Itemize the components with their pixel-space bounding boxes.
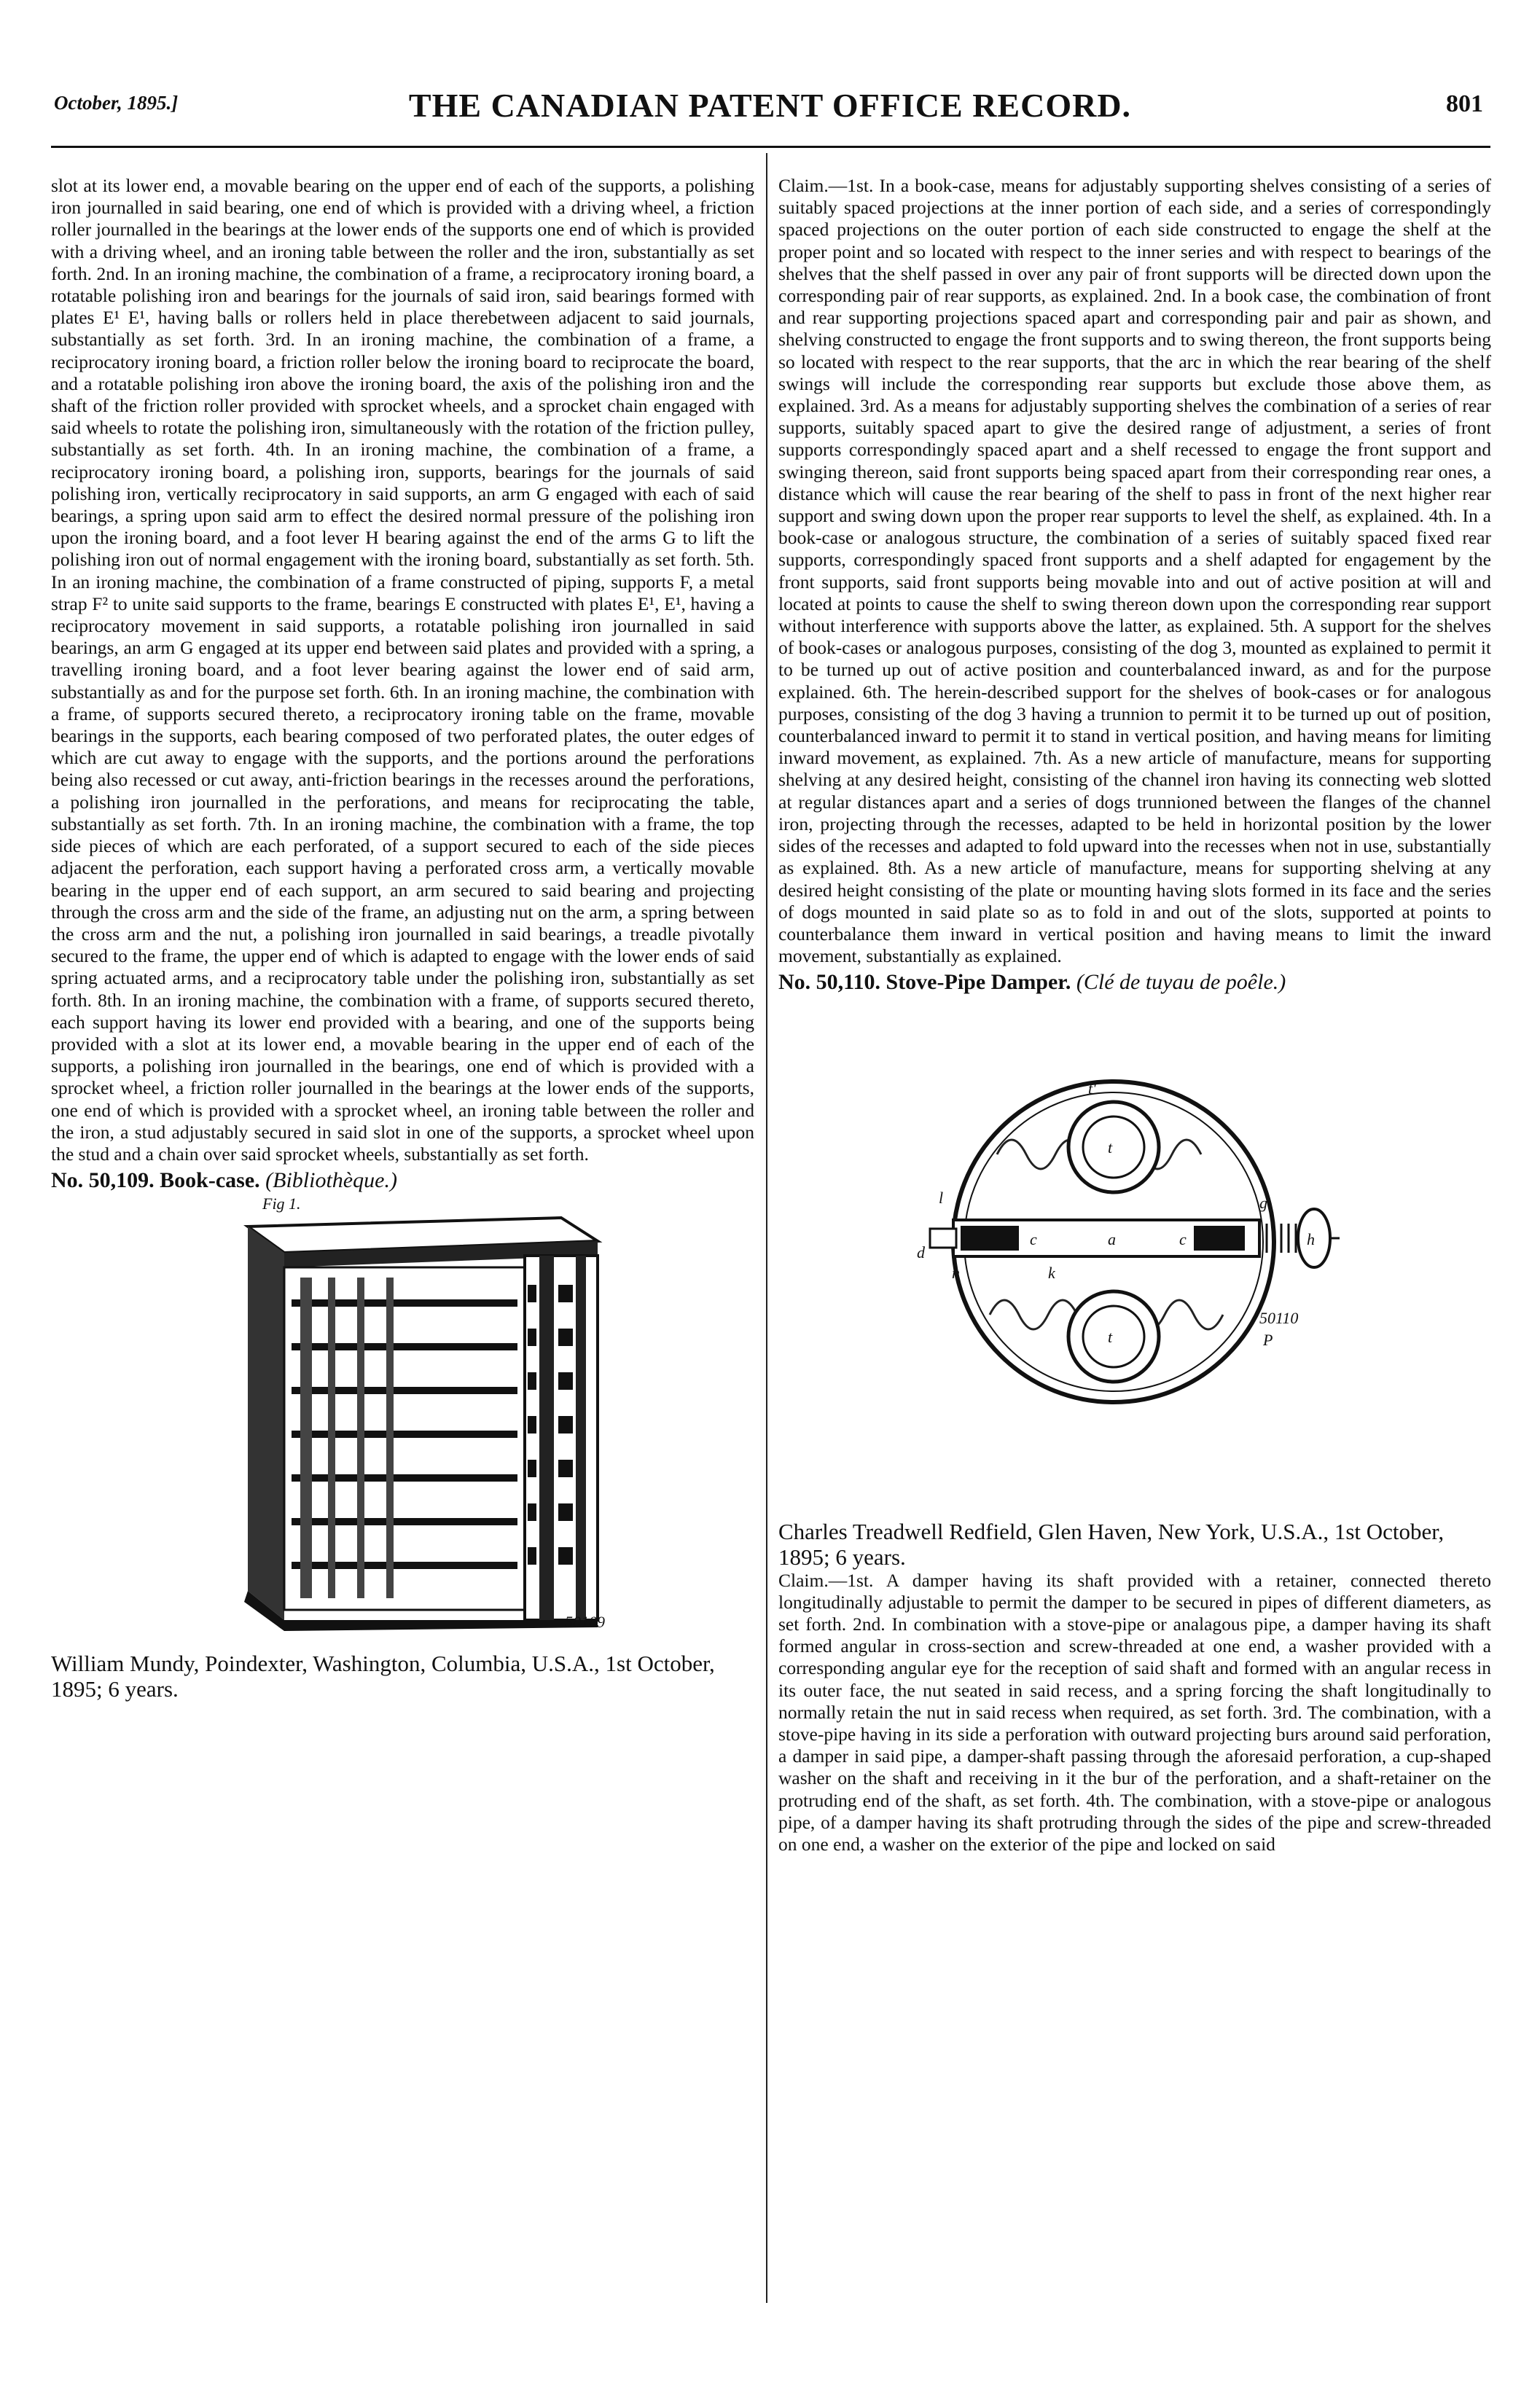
damper-letter-p: P xyxy=(1263,1330,1273,1349)
damper-letter-t-prime-top: t' xyxy=(1088,1079,1096,1098)
damper-patent-heading: No. 50,110. Stove-Pipe Damper. xyxy=(778,970,1071,995)
right-column xyxy=(778,175,1491,1855)
bookcase-figure-label: Fig 1. xyxy=(262,1194,301,1213)
damper-inventor: Charles Treadwell Redfield, Glen Haven, New York, U.S.A., 1st October, 1895; 6 years. xyxy=(778,1518,1445,1570)
damper-letter-d: d xyxy=(917,1243,925,1262)
bookcase-claims: Claim.—1st. In a book-case, means for adjustably supporting shelves consisting of a series of suitably spaced projections at the inner portion of each side, and a series of correspondingly spaced projections on the outer portion of each side constructed to engage the shelf at the proper point and so located with respect to the inner series and with respect to bearings of the shelves that the shelf passed in over any pair of front supports will be directed down upon the corresponding pair of rear supports, as explained. 2nd. In a book case, the combination of front and rear supporting projections spaced apart and corresponding pair and pair as shown, and shelving constructed to engage the front supports and to swing thereon, the front supports being so located with respect to the rear supports, that the arc in which the rear bearing of the shelf swings will include the corresponding rear supports but exclude those above them, as explained. 3rd. As a means for adjustably supporting shelves the combination of a series of rear supports, suitably spaced apart to give the desired range of adjustment, a series of front supports correspondingly spaced apart and a shelf recessed to engage the front support and swinging thereon, said front supports being spaced apart from their corresponding rear ones, a distance which will cause the rear bearing of the shelf to pass in front of the next higher rear support and swing down upon the proper rear supports to level the shelf, as explained. 4th. In a book-case or analogous structure, the combination of a series of suitably spaced fixed rear supports, correspondingly spaced front supports and a shelf adapted for engagement by the front supports, said front supports being movable into and out of active position at will and located at points to cause the shelf to swing thereon down upon the corresponding rear support without interference with supports above the latter, as explained. 5th. A support for the shelves of book-cases or analogous purposes, consisting of the dog 3, mounted as explained to permit it to be turned up out of active position and counterbalanced inward, as and for the purpose explained. 6th. The herein-described support for the shelves of book-cases or for analogous purposes, consisting of the dog 3 having a trunnion to permit it to be turned up out of position, counterbalanced inward to permit it to stand in vertical position, and having means for limiting inward movement, as explained. 7th. As a new article of manufacture, means for supporting shelving at any desired height, consisting of the channel iron having its connecting web slotted at regular distances apart and a series of dogs trunnioned between the flanges of the channel iron, projecting through the recesses, adapted to be held in horizontal position by the lower sides of the recesses and adapted to fold upward into the recesses when not in use, substantially as explained. 8th. As a new article of manufacture, means for supporting shelving at any desired height consisting of the plate or mounting having slots formed in its face and the series of dogs mounted in said plate so as to fold in and out of the slots, supported at points to counterbalance them inward in vertical position and having means to limit the inward movement, substantially as explained. xyxy=(778,175,1491,967)
bookcase-illustration xyxy=(219,1197,627,1635)
damper-letter-c-right: c xyxy=(1179,1229,1187,1248)
damper-letter-k: k xyxy=(1048,1263,1055,1282)
bookcase-inventor: William Mundy, Poindexter, Washington, Columbia, U.S.A., 1st October, 1895; 6 years. xyxy=(51,1651,715,1702)
damper-french-title: (Clé de tuyau de poêle.) xyxy=(1076,970,1286,995)
damper-figure xyxy=(917,1001,1340,1497)
damper-entry-title xyxy=(778,971,1491,993)
page-number: 801 xyxy=(1446,90,1483,117)
damper-illustration xyxy=(917,1001,1340,1497)
header-rule xyxy=(51,146,1490,148)
damper-letter-t-bottom: t xyxy=(1108,1327,1113,1346)
bookcase-french-title: (Bibliothèque.) xyxy=(265,1168,397,1193)
damper-letter-h: h xyxy=(1307,1229,1315,1248)
header-title: THE CANADIAN PATENT OFFICE RECORD. xyxy=(408,87,1132,124)
bookcase-figure xyxy=(219,1194,627,1635)
damper-letter-g: g xyxy=(1259,1193,1267,1212)
damper-letter-l: l xyxy=(939,1188,944,1207)
bookcase-entry-title xyxy=(51,1170,754,1192)
damper-claims: Claim.—1st. A damper having its shaft provided with a retainer, connected thereto longitudinally adjustable to permit the damper to be secured in pipes of different diameters, as set forth. 2nd. In combination with a stove-pipe or analagous pipe, a damper having its shaft formed angular in cross-section and screw-threaded at one end, a washer provided with a corresponding angular eye for the reception of said shaft and formed with an angular recess in its outer face, the nut seated in said recess, and a spring forcing the shaft longitudinally to normally retain the nut in said recess when required, as set forth. 3rd. The combination, with a stove-pipe having in its side a perforation with outward projecting burs around said perforation, a damper in said pipe, a damper-shaft passing through the aforesaid perforation, a cup-shaped washer on the shaft and receiving in it the bur of the perforation, and a shaft-retainer on the protruding end of the shaft, as set forth. 4th. The combination, with a stove-pipe or analogous pipe, of a damper having its shaft protruding through the sides of the pipe and screw-threaded on one end, a washer on the exterior of the pipe and locked on said xyxy=(778,1569,1491,1855)
bookcase-patent-heading: No. 50,109. Book-case. xyxy=(51,1168,260,1193)
ironing-machine-claims: slot at its lower end, a movable bearing on the upper end of each of the supports, a polishing iron journalled in said bearing, one end of which is provided with a driving wheel, a friction roller journalled in the bearings at the lower ends of the supports one end of which is provided with a driving wheel, and an ironing table between the roller and the iron, substantially as set forth. 2nd. In an ironing machine, the combination of a frame, a reciprocatory ironing board, a rotatable polishing iron and bearings for the journals of said iron, said bearings formed with plates E¹ E¹, having balls or rollers held in place therebetween adjacent to said journals, substantially as set forth. 3rd. In an ironing machine, the combination of a frame, a reciprocatory ironing board, a friction roller below the ironing board to reciprocate the board, and a rotatable polishing iron above the ironing board, the axis of the polishing iron and the shaft of the friction roller provided with sprocket wheels, and a sprocket chain engaged with said wheels to rotate the polishing iron, simultaneously with the rotation of the friction pulley, substantially as set forth. 4th. In an ironing machine, the combination of a frame, a reciprocatory ironing board, a polishing iron, supports, bearings for the journals of said polishing iron, vertically reciprocatory in said supports, an arm G engaged with each of said bearings, a spring upon said arm to effect the desired normal pressure of the polishing iron upon the ironing board, and a foot lever H bearing against the end of the arms G to lift the polishing iron out of normal engagement with the ironing board, substantially as set forth. 5th. In an ironing machine, the combination of a frame constructed of piping, supports F, a metal strap F² to unite said supports to the frame, bearings E constructed with plates E¹, E¹, having a reciprocatory movement in said supports, a rotatable polishing iron journalled in said bearings, an arm G engaged at its upper end between said plates and provided with a spring, a travelling ironing board, and a foot lever bearing against the lower end of said arm, substantially as and for the purpose set forth. 6th. In an ironing machine, the combination with a frame, of supports secured thereto, a reciprocatory ironing table on the frame, movable bearings in the supports, each bearing composed of two perforated plates, the outer edges of which are cut away to engage with the supports, and the portions around the perforations being also recessed or cut away, anti-friction bearings in the recesses around the perforations, a polishing iron journalled in the perforations, and means for reciprocating the table, substantially as set forth. 7th. In an ironing machine, the combination with a frame, the top side pieces of which are each perforated, of a support secured to each of the side pieces adjacent the perforation, each support having a perforated cross arm, a vertically movable bearing in the upper end of each support, an arm secured to said bearing and projecting through the cross arm and the side of the frame, an adjusting nut on the arm, a spring between the cross arm and the nut, a polishing iron journalled in said bearings, a treadle pivotally secured to the frame, the upper end of which is adapted to engage with the lower ends of said spring actuated arms, and a reciprocatory table under the polishing iron, substantially as set forth. 8th. In an ironing machine, the combination with a frame, of supports secured thereto, each support having its lower end provided with a bearing, and one of the supports being provided with a slot at its lower end, a movable bearing in the upper end of each of the supports, a polishing iron journalled in the bearings, one end of which is provided with a sprocket wheel, a friction roller journalled in the bearings at the lower ends of the supports, one end of which is provided with a sprocket wheel, an ironing table between the roller and the iron, a stud adjustably secured in said slot in one of the supports, a sprocket wheel upon the stud and a chain over said sprocket wheels, substantially as set forth. xyxy=(51,175,754,1165)
column-divider xyxy=(766,153,767,2303)
header-date: October, 1895.] xyxy=(54,92,179,114)
damper-letter-a: a xyxy=(1108,1229,1116,1248)
damper-letter-n: n xyxy=(952,1263,960,1282)
bookcase-figure-number: 50109 xyxy=(565,1613,605,1632)
left-column xyxy=(51,175,754,1702)
damper-letter-c-left: c xyxy=(1030,1229,1037,1248)
damper-letter-t-top: t xyxy=(1108,1138,1113,1157)
damper-figure-number: 50110 xyxy=(1259,1308,1299,1327)
